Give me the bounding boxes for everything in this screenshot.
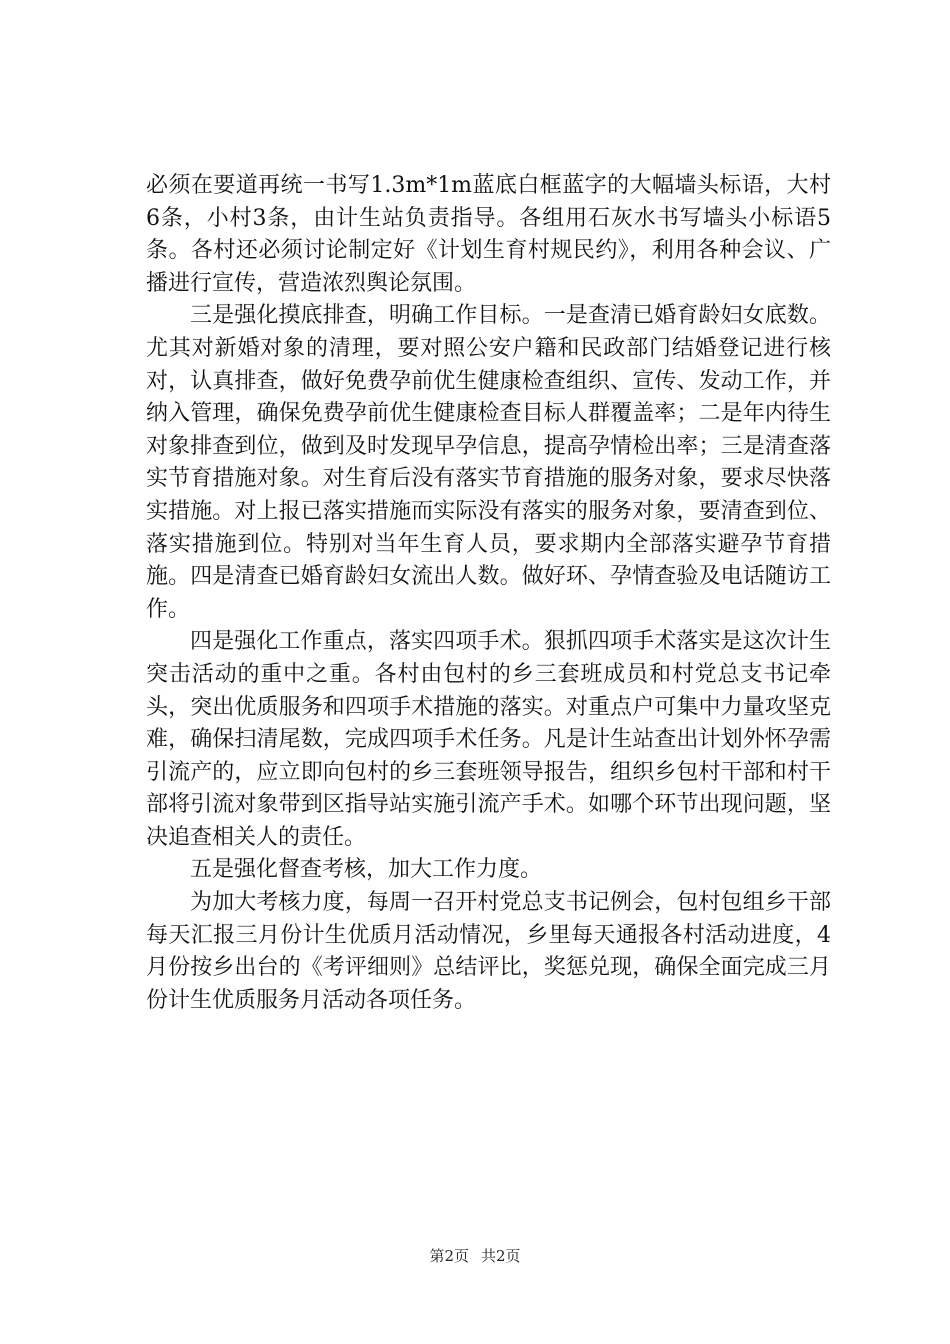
paragraph-surgery: 四是强化工作重点，落实四项手术。狠抓四项手术落实是这次计生突击活动的重中之重。各村由包村的乡三套班成员和村党总支书记牵头，突出优质服务和四项手术措施的落实。对重点户可集中力量攻坚克难，确保扫清尾数，完成四项手术任务。凡是计生站查出计划外怀孕需引流产的，应立即向包村的乡三套班领导报告，组织乡包村干部和村干部将引流对象带到区指导站实施引流产手术。如哪个环节出现问题，坚决追查相关人的责任。 bbox=[146, 629, 831, 850]
document-body bbox=[146, 170, 831, 1017]
paragraph-assessment: 为加大考核力度，每周一召开村党总支书记例会，包村包组乡干部每天汇报三月份计生优质月活动情况，乡里每天通报各村活动进度，4月份按乡出台的《考评细则》总结评比，奖惩兑现，确保全面完成三月份计生优质服务月活动各项任务。 bbox=[146, 890, 831, 1013]
page-number: 第2页 bbox=[429, 1247, 469, 1265]
page-footer bbox=[0, 1246, 950, 1266]
paragraph-survey: 三是强化摸底排查，明确工作目标。一是查清已婚育龄妇女底数。尤其对新婚对象的清理，要对照公安户籍和民政部门结婚登记进行核对，认真排查，做好免费孕前优生健康检查组织、宣传、发动工作，并纳入管理，确保免费孕前优生健康检查目标人群覆盖率；二是年内待生对象排查到位，做到及时发现早孕信息，提高孕情检出率；三是清查落实节育措施对象。对生育后没有落实节育措施的服务对象，要求尽快落实措施。对上报已落实措施而实际没有落实的服务对象，要清查到位、落实措施到位。特别对当年生育人员，要求期内全部落实避孕节育措施。四是清查已婚育龄妇女流出人数。做好环、孕情查验及电话随访工作。 bbox=[146, 303, 831, 622]
paragraph-slogans: 必须在要道再统一书写1.3m*1m蓝底白框蓝字的大幅墙头标语，大村6条，小村3条，由计生站负责指导。各组用石灰水书写墙头小标语5条。各村还必须讨论制定好《计划生育村规民约》，利用各种会议、广播进行宣传，营造浓烈舆论氛围。 bbox=[146, 173, 831, 296]
paragraph-inspection-heading: 五是强化督查考核，加大工作力度。 bbox=[190, 857, 543, 883]
page-total: 共2页 bbox=[481, 1247, 521, 1265]
